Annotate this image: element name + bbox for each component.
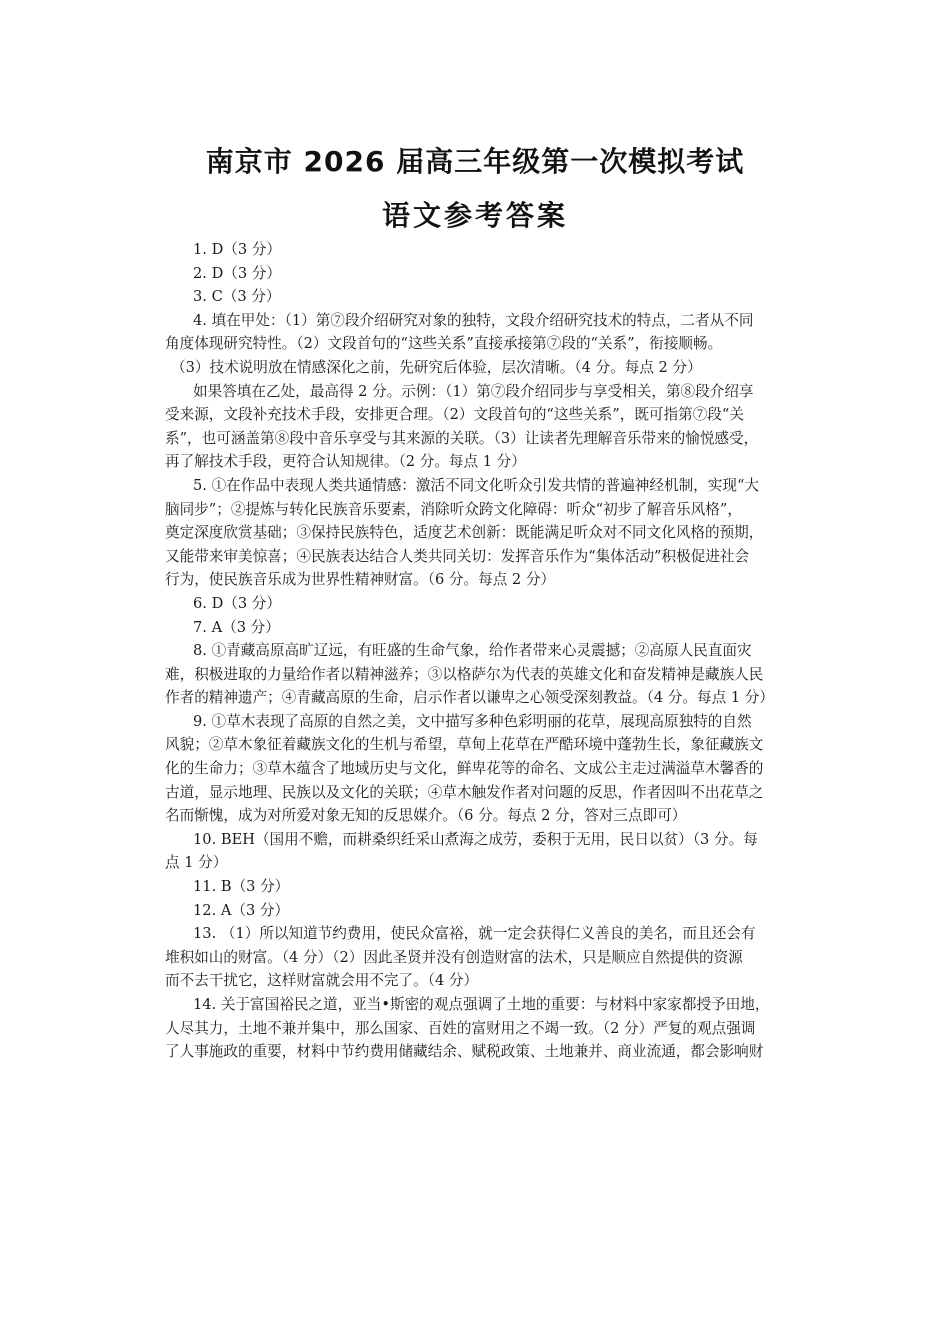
answer-line: 系”，也可涵盖第⑧段中音乐享受与其来源的关联。（3）让读者先理解音乐带来的愉悦感受， [165, 429, 759, 447]
answer-line: 作者的精神遗产；④青藏高原的生命，启示作者以谦卑之心领受深刻教益。（4 分。每点 1 分） [165, 689, 774, 707]
answer-line: 8. ①青藏高原高旷辽远，有旺盛的生命气象，给作者带来心灵震撼；②高原人民直面灾 [193, 642, 752, 660]
answer-line: 了人事施政的重要，材料中节约费用储藏结余、赋税政策、土地兼并、商业流通，都会影响财 [165, 1043, 764, 1061]
answer-line: 古道，显示地理、民族以及文化的关联；④草木触发作者对问题的反思，作者因叫不出花草之 [165, 783, 764, 801]
answer-line: 化的生命力；③草木蕴含了地域历史与文化，鲜卑花等的命名、文成公主走过满溢草木馨香的 [165, 760, 764, 778]
answer-line: 难，积极进取的力量给作者以精神滋养；③以格萨尔为代表的英雄文化和奋发精神是藏族人民 [165, 665, 764, 683]
answer-line: 行为，使民族音乐成为世界性精神财富。（6 分。每点 2 分） [165, 571, 556, 589]
answer-line: 又能带来审美惊喜；④民族表达结合人类共同关切：发挥音乐作为“集体活动”积极促进社会 [165, 547, 750, 565]
answer-line: （3）技术说明放在情感深化之前，先研究后体验，层次清晰。（4 分。每点 2 分） [171, 358, 702, 376]
answer-line: 而不去干扰它，这样财富就会用不完了。（4 分） [165, 972, 479, 990]
answer-line: 奠定深度欣赏基础；③保持民族特色，适度艺术创新：既能满足听众对不同文化风格的预期， [165, 524, 764, 542]
answer-line: 堆积如山的财富。（4 分）（2）因此圣贤并没有创造财富的法术，只是顺应自然提供的资源 [165, 948, 743, 966]
answer-line: 再了解技术手段，更符合认知规律。（2 分。每点 1 分） [165, 453, 526, 471]
answer-line: 14. 关于富国裕民之道，亚当•斯密的观点强调了土地的重要：与材料中家家都授予田地， [193, 996, 770, 1013]
answer-line: 13. （1）所以知道节约费用，使民众富裕，就一定会获得仁义善良的美名，而且还会有 [193, 925, 756, 943]
answer-line: 如果答填在乙处，最高得 2 分。示例：（1）第⑦段介绍同步与享受相关，第⑧段介绍享 [193, 382, 754, 400]
answer-line: 名而惭愧，成为对所爱对象无知的反思媒介。（6 分。每点 2 分，答对三点即可） [165, 807, 687, 825]
answer-line: 6. D（3 分） [193, 594, 281, 612]
answer-line: 脑同步”；②提炼与转化民族音乐要素，消除听众跨文化障碍：听众“初步了解音乐风格”， [165, 500, 742, 518]
answer-line: 人尽其力，土地不兼并集中，那么国家、百姓的富财用之不竭一致。（2 分）严复的观点强调 [165, 1019, 756, 1037]
answer-line: 受来源，文段补充技术手段，安排更合理。（2）文段首句的“这些关系”，既可指第⑦段“关 [165, 406, 744, 424]
answer-line: 点 1 分） [165, 854, 228, 872]
answer-line: 角度体现研究特性。（2）文段首句的“这些关系”直接承接第⑦段的“关系”，衔接顺畅。 [165, 335, 723, 353]
answer-line: 3. C（3 分） [193, 288, 281, 306]
answer-line: 7. A（3 分） [193, 618, 280, 636]
answer-line: 1. D（3 分） [193, 241, 281, 258]
answer-line: 11. B（3 分） [193, 878, 290, 896]
answer-line: 4. 填在甲处：（1）第⑦段介绍研究对象的独特，文段介绍研究技术的特点，二者从不同 [193, 311, 754, 329]
answer-line: 10. BEH（国用不赡，而耕桑织纴采山煮海之成劳，委积于无用，民日以贫）（3 分。每 [193, 830, 758, 848]
answer-line: 2. D（3 分） [193, 264, 281, 282]
answer-line: 12. A（3 分） [193, 901, 290, 919]
answer-line: 5. ①在作品中表现人类共通情感：激活不同文化听众引发共情的普遍神经机制，实现“大 [193, 476, 759, 494]
answer-list [165, 238, 827, 1064]
answer-line: 风貌；②草木象征着藏族文化的生机与希望，草甸上花草在严酷环境中蓬勃生长，象征藏族文 [165, 736, 764, 754]
document-title: 南京市 2026 届高三年级第一次模拟考试 [205, 145, 745, 178]
answer-line: 9. ①草木表现了高原的自然之美，文中描写多种色彩明丽的花草，展现高原独特的自然 [193, 712, 752, 730]
document-subtitle: 语文参考答案 [381, 199, 568, 232]
